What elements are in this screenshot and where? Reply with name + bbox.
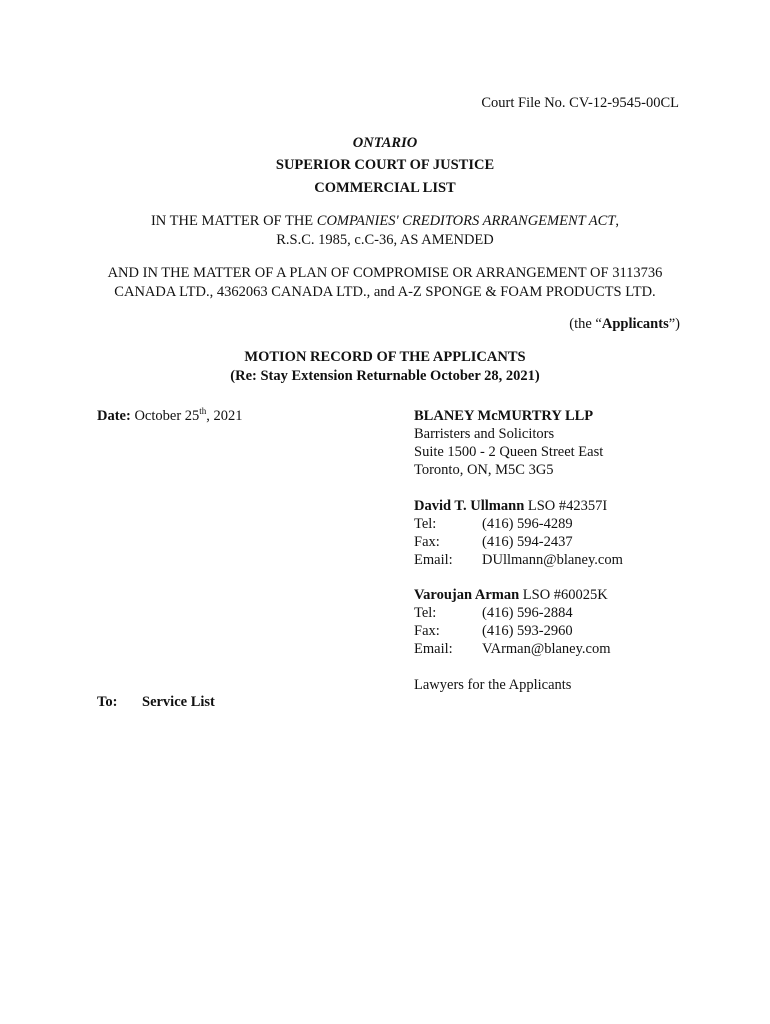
- arrangement-line-2: CANADA LTD., 4362063 CANADA LTD., and A-Z SPONGE & FOAM PRODUCTS LTD.: [114, 284, 656, 300]
- lawyer-fax: Fax: (416) 593-2960: [414, 623, 573, 639]
- lawyers-for-line: Lawyers for the Applicants: [414, 677, 572, 693]
- matter-line-1: IN THE MATTER OF THE COMPANIES' CREDITORS ARRANGEMENT ACT,: [150, 213, 620, 229]
- court-file-number: Court File No. CV-12-9545-00CL: [481, 95, 679, 111]
- firm-address-line-3: Toronto, ON, M5C 3G5: [414, 462, 554, 478]
- lawyer-tel: Tel: (416) 596-2884: [414, 605, 573, 621]
- lawyer-fax: Fax: (416) 594-2437: [414, 534, 573, 550]
- applicants-definition: (the “Applicants”): [569, 316, 680, 332]
- province-heading: ONTARIO: [352, 135, 418, 151]
- court-heading: SUPERIOR COURT OF JUSTICE: [275, 157, 495, 173]
- list-heading: COMMERCIAL LIST: [314, 180, 456, 196]
- firm-block: [414, 407, 603, 479]
- lawyer-email: Email: VArman@blaney.com: [414, 641, 611, 657]
- firm-address-line-2: Suite 1500 - 2 Queen Street East: [414, 444, 604, 460]
- lawyer-block: [414, 586, 611, 658]
- record-title: MOTION RECORD OF THE APPLICANTS: [244, 349, 526, 365]
- lawyer-tel: Tel: (416) 596-4289: [414, 516, 573, 532]
- record-subtitle: (Re: Stay Extension Returnable October 28, 2021): [230, 368, 540, 384]
- lawyer-block: [414, 497, 623, 569]
- arrangement-line-1: AND IN THE MATTER OF A PLAN OF COMPROMISE OR ARRANGEMENT OF 3113736: [107, 265, 663, 281]
- to-line: To: Service List: [97, 694, 215, 710]
- lawyer-email: Email: DUllmann@blaney.com: [414, 552, 623, 568]
- lawyer-name: David T. Ullmann LSO #42357I: [414, 498, 608, 514]
- lawyer-name: Varoujan Arman LSO #60025K: [414, 587, 608, 603]
- date-line: Date: October 25th, 2021: [97, 406, 243, 424]
- matter-line-2: R.S.C. 1985, c.C-36, AS AMENDED: [276, 232, 494, 248]
- firm-address-line-1: Barristers and Solicitors: [414, 426, 555, 442]
- firm-name: BLANEY McMURTRY LLP: [414, 408, 594, 424]
